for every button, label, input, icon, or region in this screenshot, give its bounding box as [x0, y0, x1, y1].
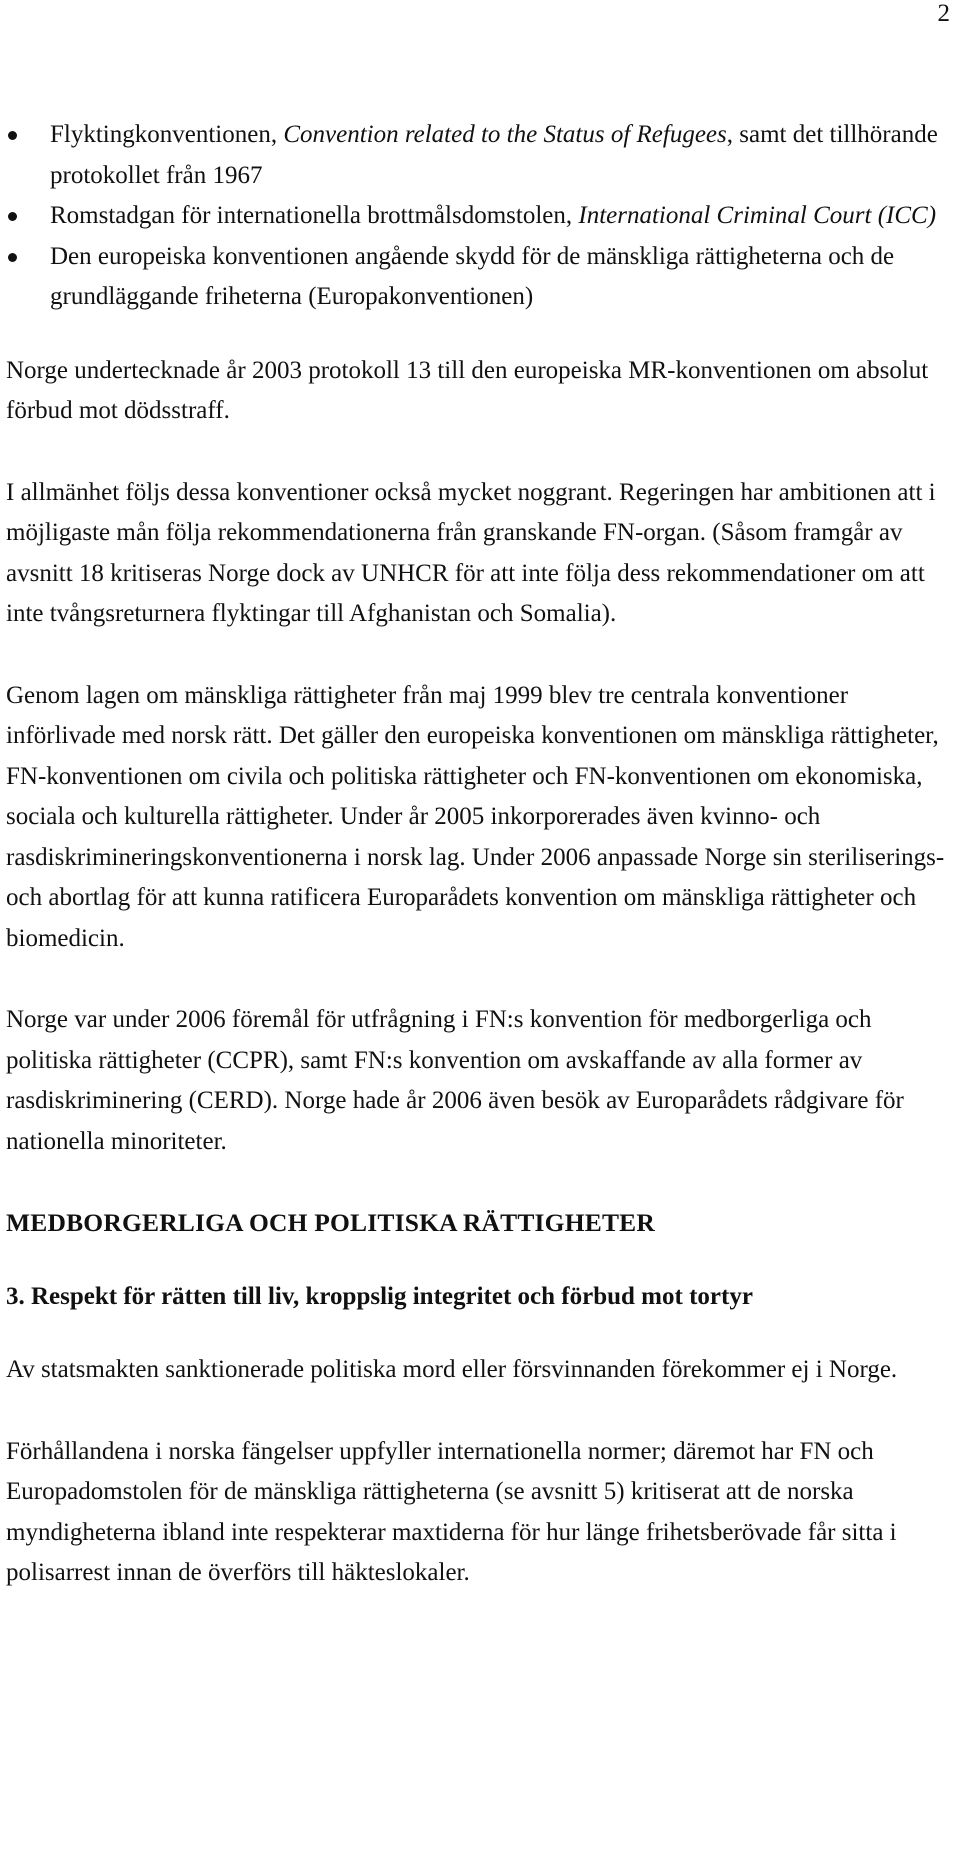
convention-list	[6, 115, 951, 318]
list-item-text: Flyktingkonventionen,	[50, 121, 284, 148]
list-item	[6, 115, 951, 196]
list-item-text: , samt det tillhörande protokollet från 1967	[50, 121, 938, 189]
paragraph: Förhållandena i norska fängelser uppfyller internationella normer; däremot har FN och Europadomstolen för de mänskliga rättigheterna (se avsnitt 5) kritiserat att de norska myndigheterna ibland inte respekterar maxtiderna för hur länge frihetsberövade får sitta i polisarrest innan de överförs till häkteslokaler.	[6, 1437, 897, 1586]
section-heading: MEDBORGERLIGA OCH POLITISKA RÄTTIGHETER	[6, 1208, 655, 1237]
list-item-italic-title: International Criminal Court (ICC)	[578, 202, 937, 229]
list-item-text: Den europeiska konventionen angående skydd för de mänskliga rättigheterna och de grundläggande friheterna (Europakonventionen)	[50, 242, 895, 310]
paragraph: I allmänhet följs dessa konventioner också mycket noggrant. Regeringen har ambitionen att i möjligaste mån följa rekommendationerna från granskande FN-organ. (Såsom framgår av avsnitt 18 kritiseras Norge dock av UNHCR för att inte följa dess rekommendationer om att inte tvångsreturnera flyktingar till Afghanistan och Somalia).	[6, 478, 936, 627]
list-item	[6, 237, 951, 318]
page-number: 2	[937, 0, 950, 27]
subsection-heading: 3. Respekt för rätten till liv, kroppslig integritet och förbud mot tortyr	[6, 1282, 753, 1310]
list-item	[6, 196, 951, 237]
list-item-italic-title: Convention related to the Status of Refugees	[283, 121, 727, 148]
document-body	[6, 115, 951, 1594]
bullet-icon	[8, 212, 17, 221]
paragraph: Norge var under 2006 föremål för utfrågning i FN:s konvention för medborgerliga och politiska rättigheter (CCPR), samt FN:s konvention om avskaffande av alla former av rasdiskriminering (CERD). Norge hade år 2006 även besök av Europarådets rådgivare för nationella minoriteter.	[6, 1006, 904, 1155]
paragraph: Av statsmakten sanktionerade politiska mord eller försvinnanden förekommer ej i Norge.	[6, 1356, 898, 1383]
paragraph: Genom lagen om mänskliga rättigheter från maj 1999 blev tre centrala konventioner införlivade med norsk rätt. Det gäller den europeiska konventionen om mänskliga rättigheter, FN-konventionen om civila och politiska rättigheter och FN-konventionen om ekonomiska, sociala och kulturella rättigheter. Under år 2005 inkorporerades även kvinno- och rasdiskrimineringskonventionerna i norsk lag. Under 2006 anpassade Norge sin steriliserings- och abortlag för att kunna ratificera Europarådets konvention om mänskliga rättigheter och biomedicin.	[6, 681, 945, 952]
list-item-text: Romstadgan för internationella brottmålsdomstolen,	[50, 202, 579, 229]
bullet-icon	[8, 131, 17, 140]
bullet-icon	[8, 253, 17, 262]
paragraph: Norge undertecknade år 2003 protokoll 13 till den europeiska MR-konventionen om absolut förbud mot dödsstraff.	[6, 356, 929, 424]
